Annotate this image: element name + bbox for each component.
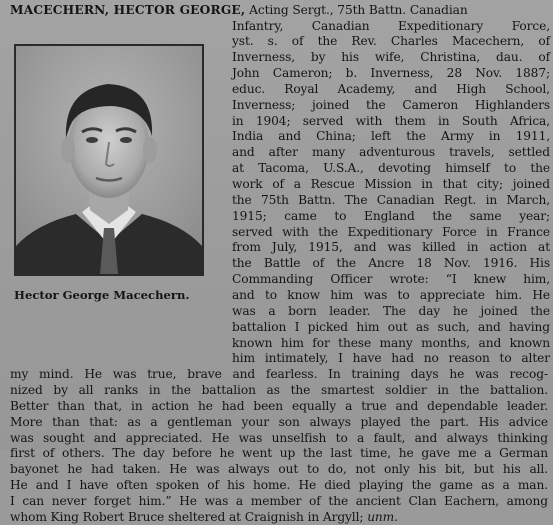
entry-line: was a born leader. The day he joined the <box>232 303 550 318</box>
entry-line: him intimately, I have had no reason to alter <box>232 351 550 366</box>
entry-line: at Tacoma, U.S.A., devoting himself to the <box>232 161 550 176</box>
entry-line: served with the Expeditionary Force in France <box>232 224 550 239</box>
entry-line: known him for these many months, and known <box>232 335 550 350</box>
entry-line-full: first of others. The day before he went up the last time, he gave me a German <box>10 446 548 461</box>
entry-line: and after many adventurous travels, settled <box>232 145 550 160</box>
entry-heading <box>10 2 548 18</box>
entry-name: MACECHERN, HECTOR GEORGE, <box>10 3 246 17</box>
entry-line: the 75th Battn. The Canadian Regt. in March, <box>232 192 550 207</box>
entry-line: yst. s. of the Rev. Charles Macechern, of <box>232 34 550 49</box>
entry-line: educ. Royal Academy, and High School, <box>232 81 550 96</box>
entry-line-full: Better than that, in action he had been equally a true and dependable leader. <box>10 398 548 413</box>
entry-line: in 1904; served with them in South Africa, <box>232 113 550 128</box>
entry-line: Infantry, Canadian Expeditionary Force, <box>232 18 550 33</box>
entry-line-last <box>10 509 548 525</box>
entry-line: the Battle of the Ancre 18 Nov. 1916. His <box>232 256 550 271</box>
portrait-photo <box>14 44 204 276</box>
entry-line: Commanding Officer wrote: “I knew him, <box>232 272 550 287</box>
photo-caption: Hector George Macechern. <box>14 287 190 302</box>
entry-line-full: More than that: as a gentleman your son always played the part. His advice <box>10 414 548 429</box>
entry-last-text: whom King Robert Bruce sheltered at Craignish in Argyll; <box>10 509 368 524</box>
entry-line-full: my mind. He was true, brave and fearless. In training days he was recog- <box>10 367 548 382</box>
entry-line: Inverness, by his wife, Christina, dau. of <box>232 50 550 65</box>
entry-line-full: bayonet he had taken. He was always out to do, not only his bit, but his all. <box>10 462 548 477</box>
entry-line: 1915; came to England the same year; <box>232 208 550 223</box>
entry-unmarried: unm. <box>367 509 398 524</box>
entry-line: battalion I picked him out as such, and having <box>232 319 550 334</box>
entry-line: from July, 1915, and was killed in action at <box>232 240 550 255</box>
entry-line: and to know him was to appreciate him. He <box>232 287 550 302</box>
entry-line-full: I can never forget him.” He was a member of the ancient Clan Eachern, among <box>10 494 548 508</box>
entry-heading-rest: Acting Sergt., 75th Battn. Canadian <box>245 3 468 17</box>
portrait-photo-icon <box>16 46 202 274</box>
entry-line: John Cameron; b. Inverness, 28 Nov. 1887; <box>232 66 550 81</box>
entry-line: India and China; left the Army in 1911, <box>232 129 550 144</box>
entry-line-full: nized by all ranks in the battalion as the smartest soldier in the battalion. <box>10 383 548 398</box>
entry-line-full: He and I have often spoken of his home. He died playing the game as a man. <box>10 478 548 493</box>
entry-line: work of a Rescue Mission in that city; joined <box>232 177 550 191</box>
entry-line-full: was sought and appreciated. He was unselfish to a fault, and always thinking <box>10 430 548 445</box>
entry-line: Inverness; joined the Cameron Highlanders <box>232 97 550 112</box>
